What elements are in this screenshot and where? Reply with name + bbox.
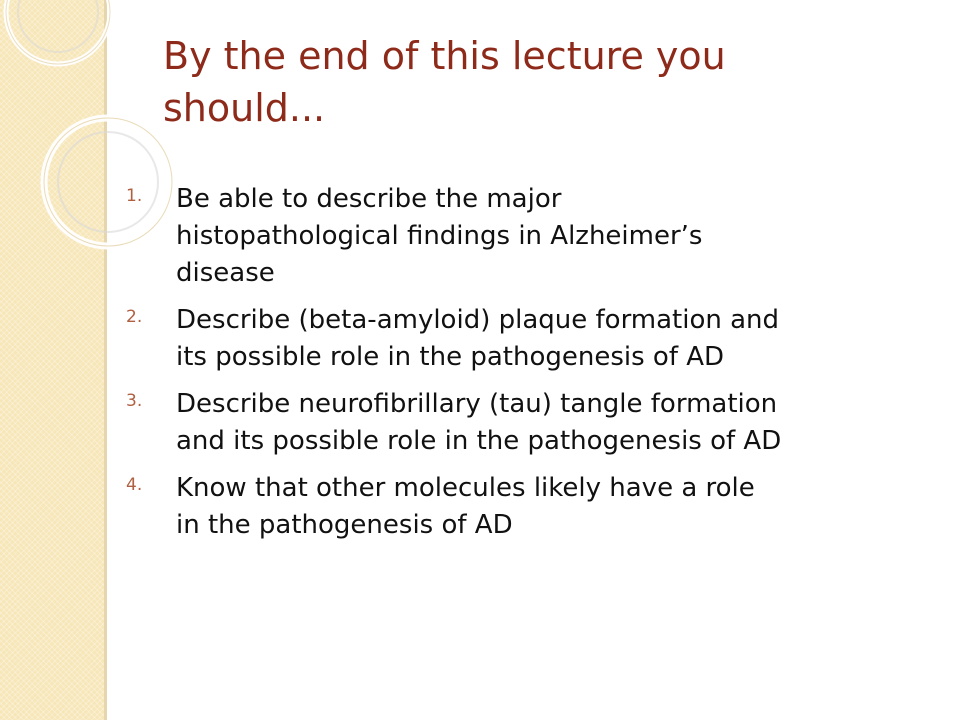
item-number: 1. [126, 186, 143, 206]
list-item [126, 386, 936, 460]
item-text [176, 470, 936, 544]
item-line: in the pathogenesis of AD [176, 510, 513, 540]
item-line: Know that other molecules likely have a role [176, 473, 755, 503]
item-line: Describe (beta-amyloid) plaque formation and [176, 305, 780, 335]
list-item [126, 470, 936, 544]
list-item [126, 181, 936, 292]
item-text [176, 181, 936, 292]
title-line: should... [163, 86, 326, 130]
item-line: histopathological findings in Alzheimer’s [176, 221, 703, 251]
item-number: 2. [126, 307, 143, 327]
objectives-list [126, 181, 936, 554]
item-line: its possible role in the pathogenesis of AD [176, 342, 725, 372]
slide-title [163, 30, 923, 134]
list-item [126, 302, 936, 376]
item-line: Be able to describe the major [176, 184, 562, 214]
item-number: 4. [126, 475, 143, 495]
item-line: Describe neurofibrillary (tau) tangle formation [176, 389, 778, 419]
item-line: disease [176, 258, 275, 288]
item-text [176, 386, 936, 460]
item-line: and its possible role in the pathogenesis of AD [176, 426, 782, 456]
item-text [176, 302, 936, 376]
item-number: 3. [126, 391, 143, 411]
title-line: By the end of this lecture you [163, 34, 726, 78]
